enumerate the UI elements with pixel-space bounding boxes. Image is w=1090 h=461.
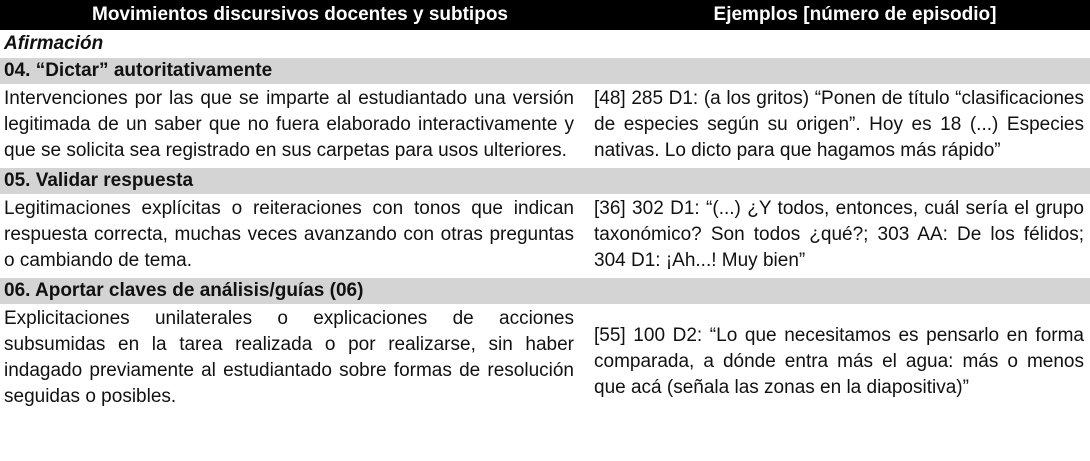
header-movements: Movimientos discursivos docentes y subtipos [0, 0, 590, 30]
subtype-title: 04. “Dictar” autoritativamente [0, 58, 1090, 84]
movement-description: Legitimaciones explícitas o reiteraciones con tonos que indican respuesta correcta, muchas veces avanzando con otras preguntas o cambiando de tema. [4, 198, 574, 271]
subtype-title: 05. Validar respuesta [0, 168, 1090, 194]
table-row [0, 304, 1090, 414]
table-row [0, 84, 1090, 168]
movement-description: Explicitaciones unilaterales o explicaciones de acciones subsumidas en la tarea realizada o por realizarse, sin haber indagado previamente al estudiantado sobre formas de resolución seguidas o posibles. [4, 308, 574, 407]
subtype-title: 06. Aportar claves de análisis/guías (06) [0, 278, 1090, 304]
table-header [0, 0, 1090, 30]
movement-example: [36] 302 D1: “(...) ¿Y todos, entonces, cuál sería el grupo taxonómico? Son todos ¿qué?; 303 AA: De los félidos; 304 D1: ¡Ah...! Muy bien” [594, 198, 1084, 271]
section-row [0, 30, 1090, 58]
section-title: Afirmación [4, 33, 104, 54]
header-examples: Ejemplos [número de episodio] [590, 0, 1090, 30]
subtype-row [0, 168, 1090, 194]
subtype-row [0, 58, 1090, 84]
subtype-row [0, 278, 1090, 304]
movement-example: [55] 100 D2: “Lo que necesitamos es pensarlo en forma comparada, a dónde entra más el agua: más o menos que acá (señala las zonas en la diapositiva)” [594, 325, 1084, 398]
movement-example: [48] 285 D1: (a los gritos) “Ponen de título “clasificaciones de especies según su origen”. Hoy es 18 (...) Especies nativas. Lo dicto para que hagamos más rápido” [594, 88, 1084, 161]
table-row [0, 194, 1090, 278]
movement-description: Intervenciones por las que se imparte al estudiantado una versión legitimada de un saber que no fuera elaborado interactivamente y que se solicita sea registrado en sus carpetas para usos ulteriores. [4, 88, 574, 161]
